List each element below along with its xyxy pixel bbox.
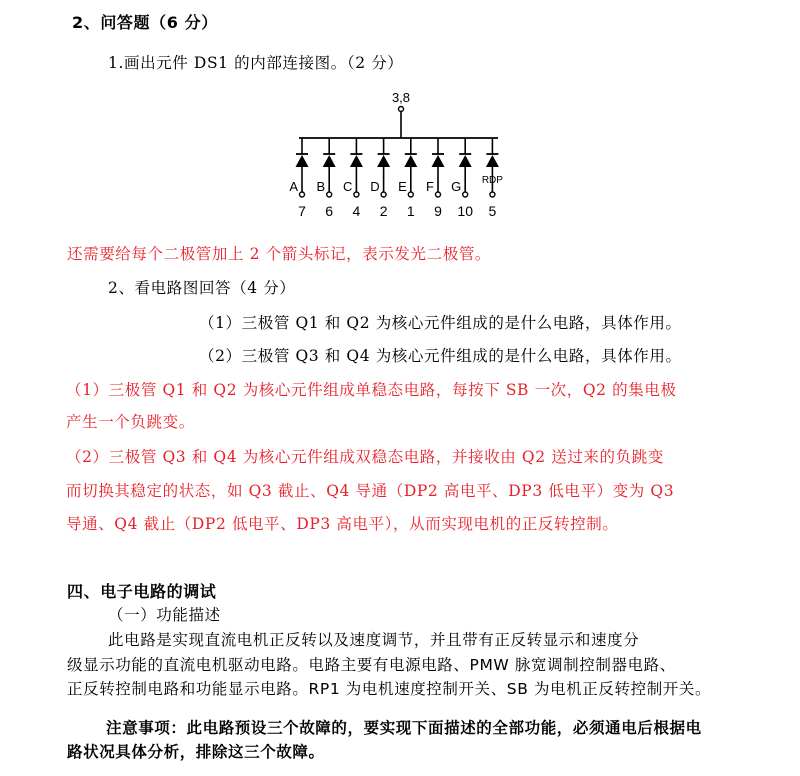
diode-c: [343, 138, 363, 219]
common-pin-label: 3,8: [391, 90, 411, 105]
pin-number: 6: [325, 203, 334, 219]
q2-answer-1-line-1: （1）三极管 Q1 和 Q2 为核心元件组成单稳态电路，每按下 SB 一次，Q2 的集电极: [66, 381, 677, 399]
q2-answer-2-line-1: （2）三极管 Q3 和 Q4 为核心元件组成双稳态电路，并接收由 Q2 送过来的负跳变: [66, 448, 664, 466]
pin-number: 10: [457, 203, 473, 219]
pin-number: 1: [406, 203, 415, 219]
pin-number: 2: [379, 203, 388, 219]
segment-label: D: [370, 179, 380, 194]
diode-a: [289, 138, 308, 219]
q2-answer-1-line-2: 产生一个负跳变。: [66, 413, 195, 431]
q2-answer-2-line-2: 而切换其稳定的状态，如 Q3 截止、Q4 导通（DP2 高电平、DP3 低电平）变为 Q3: [66, 482, 675, 500]
diode-f: [426, 138, 444, 219]
question-2-sub-1: （1）三极管 Q1 和 Q2 为核心元件组成的是什么电路，具体作用。: [199, 314, 682, 332]
segment-label: A: [289, 179, 298, 194]
section4-subheading: （一）功能描述: [108, 606, 221, 624]
note-line-2: 路状况具体分析，排除这三个故障。: [67, 743, 325, 761]
diode-e: [398, 138, 417, 219]
description-line-1: 此电路是实现直流电机正反转以及速度调节，并且带有正反转显示和速度分: [108, 631, 640, 649]
diode-g: [451, 138, 473, 219]
section4-heading: 四、电子电路的调试: [67, 582, 217, 601]
segment-label: E: [398, 179, 407, 194]
pin-number: 4: [352, 203, 361, 219]
q1-answer: 还需要给每个二极管加上 2 个箭头标记，表示发光二极管。: [67, 245, 492, 263]
description-line-3: 正反转控制电路和功能显示电路。RP1 为电机速度控制开关、SB 为电机正反转控制开关。: [67, 680, 712, 698]
question-1: 1.画出元件 DS1 的内部连接图。（2 分）: [108, 54, 404, 72]
segment-label: G: [451, 179, 462, 194]
diode-d: [370, 138, 390, 219]
segment-label: C: [343, 179, 353, 194]
diode-rdp: [482, 138, 503, 219]
diode-b: [317, 138, 336, 219]
section2-heading: 2、问答题（6 分）: [72, 13, 218, 32]
pin-number: 5: [488, 203, 497, 219]
segment-label: B: [316, 179, 326, 194]
diode-array: [289, 138, 503, 219]
pin-number: 7: [298, 203, 306, 219]
note-line-1: 注意事项：此电路预设三个故障的，要实现下面描述的全部功能，必须通电后根据电: [106, 719, 702, 737]
question-2: 2、看电路图回答（4 分）: [108, 279, 296, 297]
ds1-internal-diagram: [285, 88, 515, 223]
q2-answer-2-line-3: 导通、Q4 截止（DP2 低电平、DP3 高电平），从而实现电机的正反转控制。: [66, 515, 619, 533]
pin-number: 9: [434, 203, 442, 219]
description-line-2: 级显示功能的直流电机驱动电路。电路主要有电源电路、PMW 脉宽调制控制器电路、: [67, 656, 676, 674]
segment-label: RDP: [481, 175, 503, 186]
question-2-sub-2: （2）三极管 Q3 和 Q4 为核心元件组成的是什么电路，具体作用。: [199, 347, 682, 365]
segment-label: F: [426, 179, 434, 194]
